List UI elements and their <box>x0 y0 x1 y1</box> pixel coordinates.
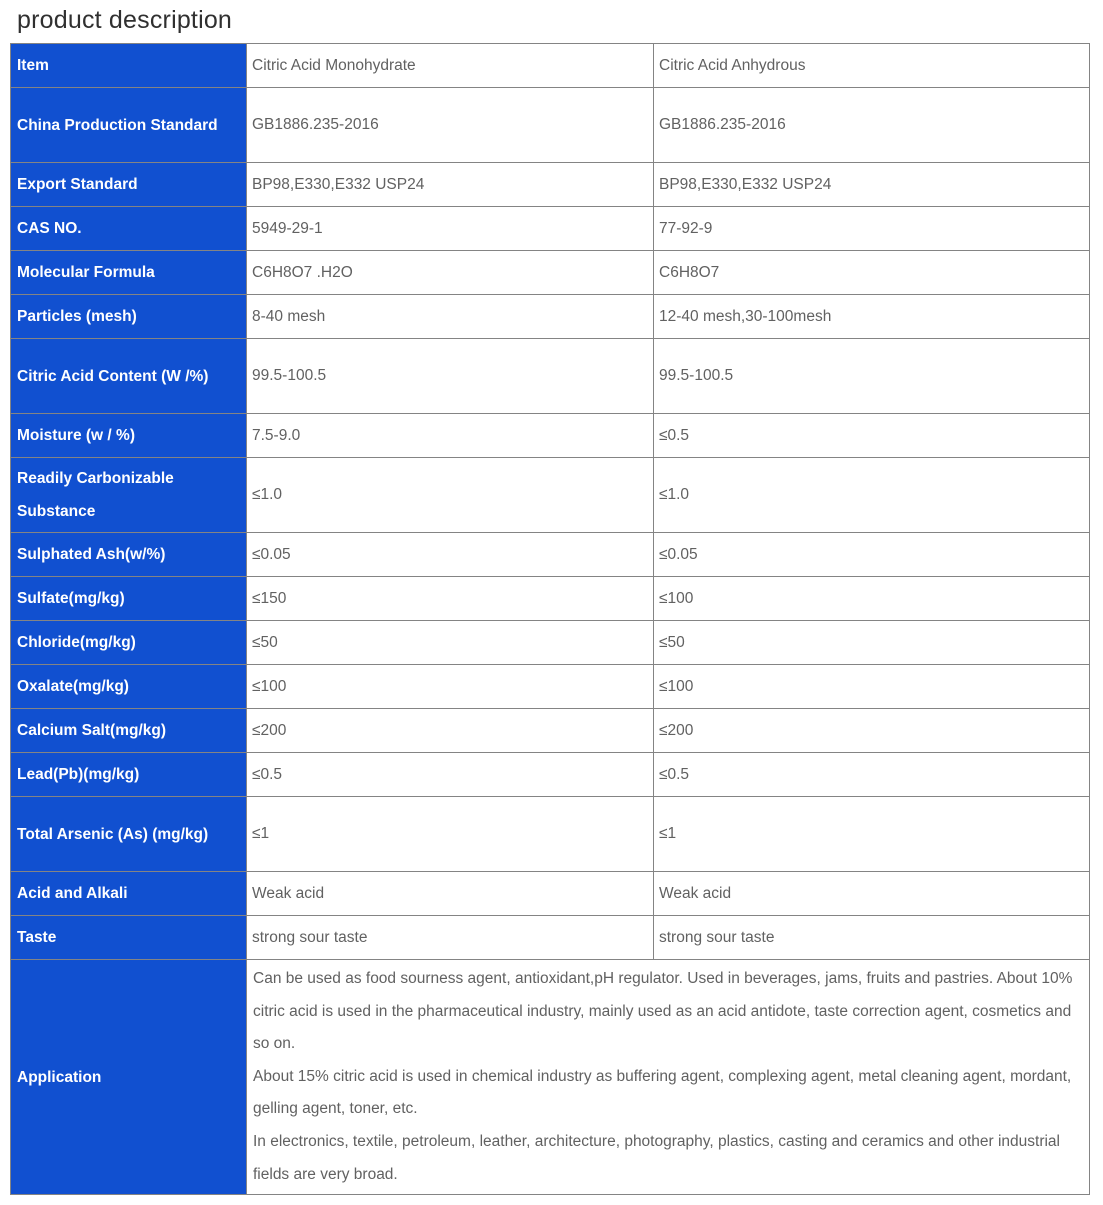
table-row <box>11 163 1090 207</box>
value-cell: 5949-29-1 <box>247 207 654 251</box>
table-row <box>11 709 1090 753</box>
table-row <box>11 458 1090 533</box>
value-cell: GB1886.235-2016 <box>654 88 1090 163</box>
value-cell: 77-92-9 <box>654 207 1090 251</box>
value-cell: Weak acid <box>654 872 1090 916</box>
value-cell: ≤0.5 <box>654 753 1090 797</box>
value-cell: ≤50 <box>247 621 654 665</box>
table-row <box>11 621 1090 665</box>
row-header-cell: Particles (mesh) <box>11 295 247 339</box>
row-header-cell: Item <box>11 44 247 88</box>
value-cell: BP98,E330,E332 USP24 <box>654 163 1090 207</box>
row-header-cell: CAS NO. <box>11 207 247 251</box>
value-cell: ≤50 <box>654 621 1090 665</box>
table-row <box>11 414 1090 458</box>
table-row <box>11 295 1090 339</box>
value-cell: 7.5-9.0 <box>247 414 654 458</box>
application-text-cell <box>247 960 1090 1195</box>
value-cell: 99.5-100.5 <box>654 339 1090 414</box>
value-cell: ≤150 <box>247 577 654 621</box>
value-cell: ≤1 <box>247 797 654 872</box>
value-cell: strong sour taste <box>247 916 654 960</box>
value-cell: BP98,E330,E332 USP24 <box>247 163 654 207</box>
row-header-cell: Application <box>11 960 247 1195</box>
row-header-cell: Molecular Formula <box>11 251 247 295</box>
value-cell: ≤100 <box>247 665 654 709</box>
value-cell: ≤1.0 <box>247 458 654 533</box>
table-row <box>11 577 1090 621</box>
row-header-cell: Readily Carbonizable Substance <box>11 458 247 533</box>
value-cell: ≤0.05 <box>247 533 654 577</box>
application-paragraph: About 15% citric acid is used in chemical industry as buffering agent, complexing agent, metal cleaning agent, mordant, gelling agent, toner, etc. <box>253 1067 1072 1118</box>
value-cell: Citric Acid Anhydrous <box>654 44 1090 88</box>
row-header-cell: Citric Acid Content (W /%) <box>11 339 247 414</box>
row-header-cell: China Production Standard <box>11 88 247 163</box>
product-spec-table <box>10 43 1090 1195</box>
value-cell: 12-40 mesh,30-100mesh <box>654 295 1090 339</box>
table-row <box>11 44 1090 88</box>
row-header-cell: Export Standard <box>11 163 247 207</box>
value-cell: C6H8O7 <box>654 251 1090 295</box>
row-header-cell: Acid and Alkali <box>11 872 247 916</box>
page-title: product description <box>17 6 233 34</box>
table-row <box>11 872 1090 916</box>
table-row <box>11 339 1090 414</box>
value-cell: Citric Acid Monohydrate <box>247 44 654 88</box>
value-cell: 8-40 mesh <box>247 295 654 339</box>
row-header-cell: Sulphated Ash(w/%) <box>11 533 247 577</box>
value-cell: GB1886.235-2016 <box>247 88 654 163</box>
table-row-application <box>11 960 1090 1195</box>
row-header-cell: Calcium Salt(mg/kg) <box>11 709 247 753</box>
value-cell: ≤0.5 <box>654 414 1090 458</box>
row-header-cell: Taste <box>11 916 247 960</box>
row-header-cell: Moisture (w / %) <box>11 414 247 458</box>
table-row <box>11 207 1090 251</box>
table-row <box>11 88 1090 163</box>
value-cell: ≤200 <box>247 709 654 753</box>
table-row <box>11 916 1090 960</box>
value-cell: 99.5-100.5 <box>247 339 654 414</box>
table-row <box>11 665 1090 709</box>
value-cell: ≤200 <box>654 709 1090 753</box>
row-header-cell: Lead(Pb)(mg/kg) <box>11 753 247 797</box>
value-cell: ≤1 <box>654 797 1090 872</box>
value-cell: ≤0.5 <box>247 753 654 797</box>
value-cell: strong sour taste <box>654 916 1090 960</box>
value-cell: ≤100 <box>654 577 1090 621</box>
value-cell: C6H8O7 .H2O <box>247 251 654 295</box>
value-cell: ≤1.0 <box>654 458 1090 533</box>
row-header-cell: Total Arsenic (As) (mg/kg) <box>11 797 247 872</box>
table-row <box>11 533 1090 577</box>
application-paragraph: In electronics, textile, petroleum, leather, architecture, photography, plastics, casting and ceramics and other industrial fields are very broad. <box>253 1132 1060 1183</box>
application-paragraph: Can be used as food sourness agent, antioxidant,pH regulator. Used in beverages, jams, fruits and pastries. About 10% citric acid is used in the pharmaceutical industry, mainly used as an acid antidote, taste correction agent, cosmetics and so on. <box>253 970 1073 1053</box>
value-cell: Weak acid <box>247 872 654 916</box>
table-row <box>11 753 1090 797</box>
row-header-cell: Sulfate(mg/kg) <box>11 577 247 621</box>
row-header-cell: Chloride(mg/kg) <box>11 621 247 665</box>
value-cell: ≤0.05 <box>654 533 1090 577</box>
table-row <box>11 251 1090 295</box>
table-row <box>11 797 1090 872</box>
value-cell: ≤100 <box>654 665 1090 709</box>
row-header-cell: Oxalate(mg/kg) <box>11 665 247 709</box>
